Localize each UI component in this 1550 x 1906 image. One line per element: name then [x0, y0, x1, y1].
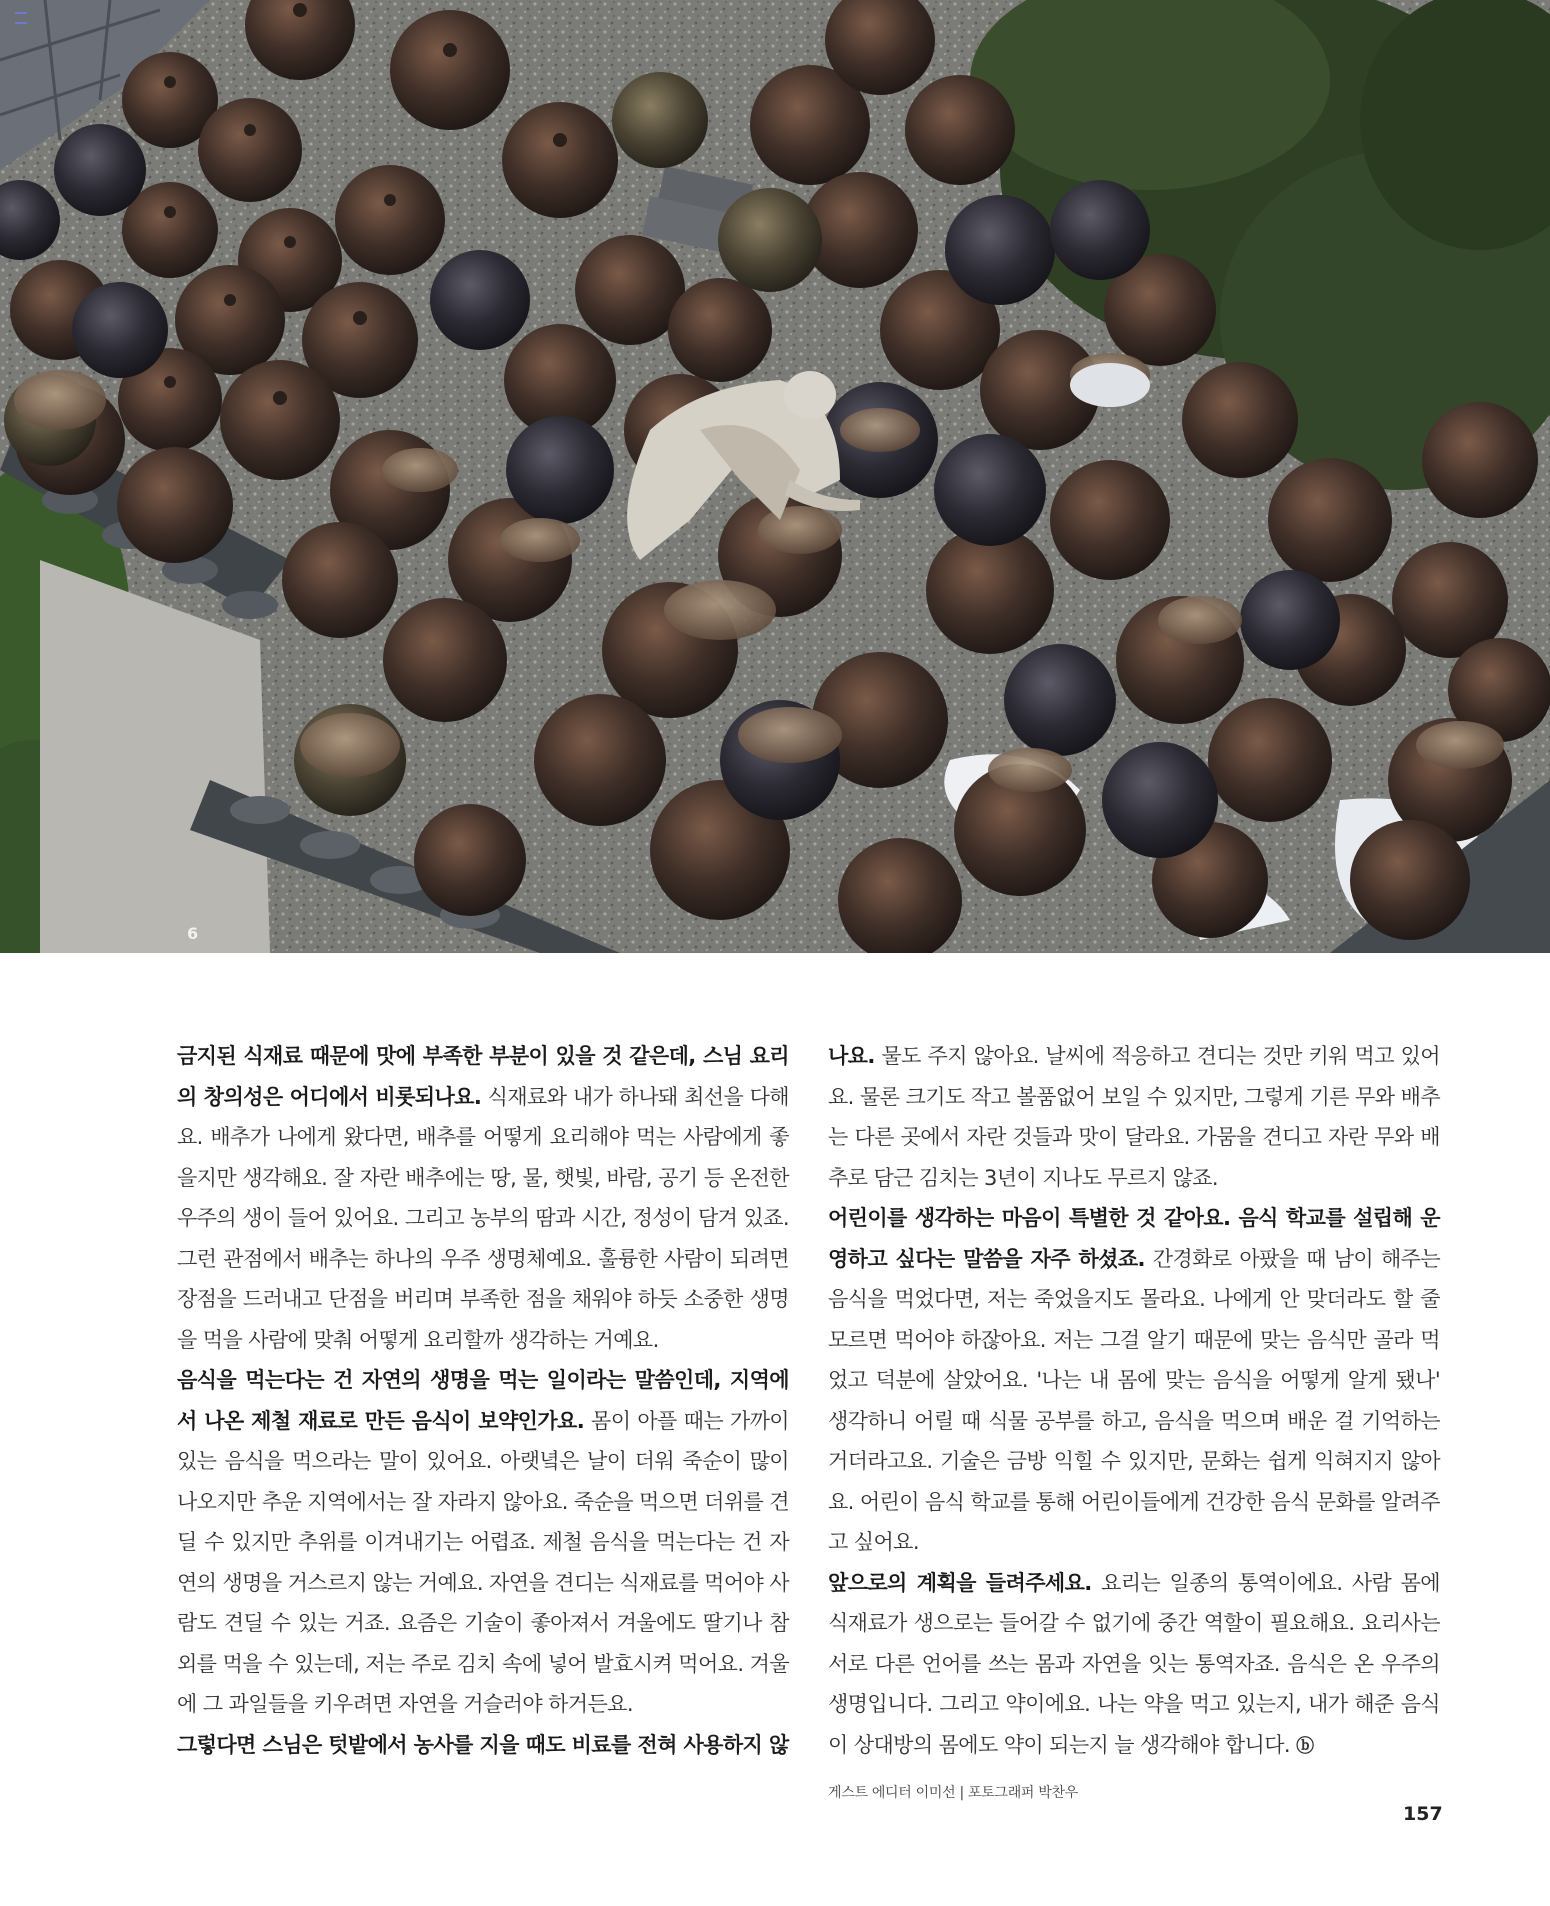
photo-number: 6: [187, 924, 199, 943]
qa-paragraph: [828, 1563, 1440, 1768]
qa-paragraph: [177, 1036, 789, 1360]
qa-paragraph: [828, 1036, 1440, 1198]
article-right-column: [828, 1036, 1440, 1813]
qa-paragraph: [177, 1725, 789, 1766]
answer-text: 식재료와 내가 하나돼 최선을 다해요. 배추가 나에게 왔다면, 배추를 어떻게 요리해야 먹는 사람에게 좋을지만 생각해요. 잘 자란 배추에는 땅, 물, 햇빛, 바람, 공기 등 온전한 우주의 생이 들어 있어요. 그리고 농부의 땀과 시간, 정성이 담겨 있죠. 그런 관점에서 배추는 하나의 우주 생명체예요. 훌륭한 사람이 되려면 장점을 드러내고 단점을 버리며 부족한 점을 채워야 하듯 소중한 생명을 먹을 사람에 맞춰 어떻게 요리할까 생각하는 거예요.: [177, 1084, 789, 1352]
photo-credit: 게스트 에디터 이미선 | 포토그래퍼 박찬우: [828, 1785, 1078, 1801]
question-text: 금지된 식재료 때문에 맛에 부족한 부분이 있을 것 같은데, 스님 요리의 창의성은 어디에서 비롯되나요.: [177, 1044, 789, 1109]
answer-text: 요리는 일종의 통역이에요. 사람 몸에 식재료가 생으로는 들어갈 수 없기에 중간 역할이 필요해요. 요리사는 서로 다른 언어를 쓰는 몸과 자연을 잇는 통역자죠. 음식은 온 우주의 생명입니다. 그리고 약이에요. 나는 약을 먹고 있는지, 내가 해준 음식이 상대방의 몸에도 약이 되는지 늘 생각해야 합니다.: [828, 1570, 1440, 1757]
question-text: 음식을 먹는다는 건 자연의 생명을 먹는 일이라는 말씀인데, 지역에서 나온 제철 재료로 만든 음식이 보약인가요.: [177, 1368, 789, 1433]
end-mark-icon: ⓑ: [1296, 1735, 1314, 1757]
article-left-column: [177, 1036, 789, 1765]
question-text: 앞으로의 계획을 들려주세요.: [828, 1570, 1092, 1595]
question-text: 그렇다면 스님은 텃밭에서 농사를 지을 때도 비료를 전혀 사용하지 않: [177, 1732, 789, 1757]
answer-text: 몸이 아플 때는 가까이 있는 음식을 먹으라는 말이 있어요. 아랫녘은 날이 더워 죽순이 많이 나오지만 추운 지역에서는 잘 자라지 않아요. 죽순을 먹으면 더위를 견딜 수 있지만 추위를 이겨내기는 어렵죠. 제철 음식을 먹는다는 건 자연의 생명을 거스르지 않는 거예요. 자연을 견디는 식재료를 먹어야 사람도 견딜 수 있는 거죠. 요즘은 기술이 좋아져서 겨울에도 딸기나 참외를 먹을 수 있는데, 저는 주로 김치 속에 넣어 발효시켜 먹어요. 겨울에 그 과일들을 키우려면 자연을 거슬러야 하거든요.: [177, 1408, 789, 1716]
corner-mark: [15, 12, 27, 24]
qa-paragraph: [828, 1198, 1440, 1563]
question-text: 어린이를 생각하는 마음이 특별한 것 같아요. 음식 학교를 설립해 운영하고 싶다는 말씀을 자주 하셨죠.: [828, 1206, 1440, 1271]
question-text: 나요.: [828, 1044, 875, 1068]
qa-paragraph: [177, 1360, 789, 1725]
page-number: 157: [1403, 1803, 1443, 1825]
answer-text: 물도 주지 않아요. 날씨에 적응하고 견디는 것만 키워 먹고 있어요. 물론 크기도 작고 볼품없어 보일 수 있지만, 그렇게 기른 무와 배추는 다른 곳에서 자란 것들과 맛이 달라요. 가뭄을 견디고 자란 무와 배추로 담근 김치는 3년이 지나도 무르지 않죠.: [828, 1044, 1440, 1190]
answer-text: 간경화로 아팠을 때 남이 해주는 음식을 먹었다면, 저는 죽었을지도 몰라요. 나에게 안 맞더라도 할 줄 모르면 먹어야 하잖아요. 저는 그걸 알기 때문에 맞는 음식만 골라 먹었고 덕분에 살았어요. '나는 내 몸에 맞는 음식을 어떻게 알게 됐나' 생각하니 어릴 때 식물 공부를 하고, 음식을 먹으며 배운 걸 기억하는 거더라고요. 기술은 금방 익힐 수 있지만, 문화는 쉽게 익혀지지 않아요. 어린이 음식 학교를 통해 어린이들에게 건강한 음식 문화를 알려주고 싶어요.: [828, 1246, 1441, 1554]
